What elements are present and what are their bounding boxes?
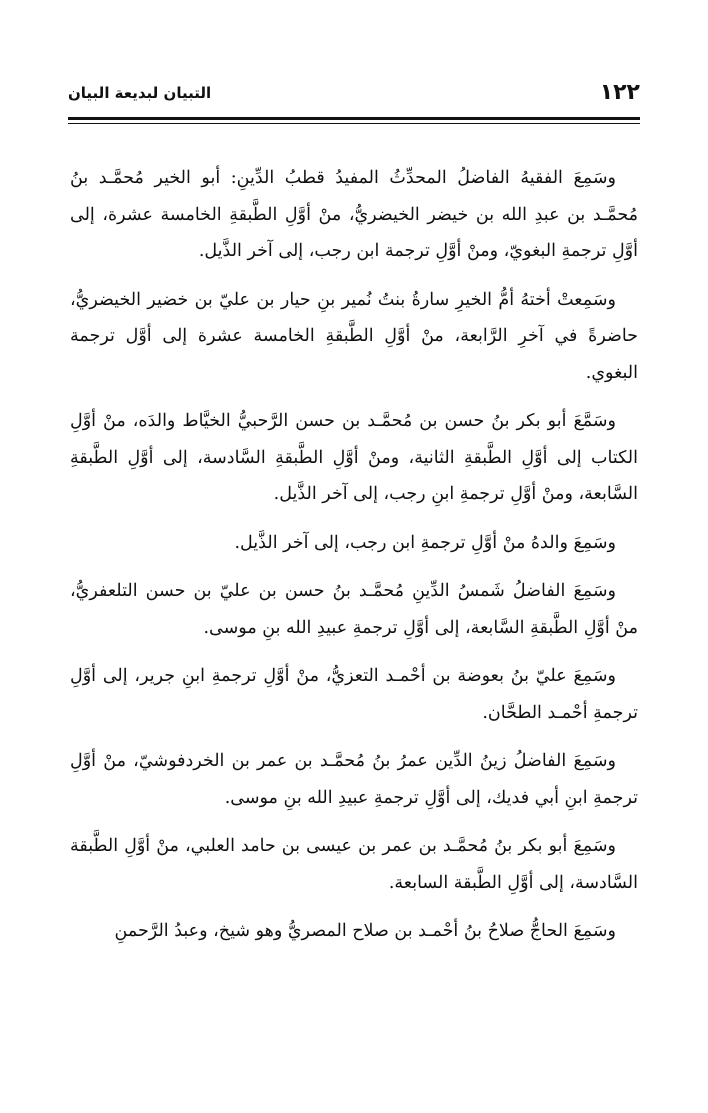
paragraph: وسَمِعَ الحاجُّ صلاحُ بنُ أحْمـد بن صلاح المصريُّ وهو شيخ، وعبدُ الرَّحمنِ xyxy=(114,921,616,941)
header-rule-thick xyxy=(68,117,640,120)
paragraph: وسَمَّعَ أبو بكر بنُ حسن بن مُحمَّـد بن حسن الرَّحبيُّ الخيَّاط والدَه، منْ أوَّلِ الكتاب إلى أوَّلِ الطَّبقةِ الثانية، ومنْ أوَّلِ الطَّبقةِ السَّادسة، إلى أوَّلِ الطَّبقةِ السَّابعة، ومنْ أوَّلِ ترجمةِ ابنِ رجب، إلى آخر الذَّيل. xyxy=(70,411,638,504)
page-number: ١٢٢ xyxy=(599,80,640,105)
paragraph: وسَمِعَ الفاضلُ شَمسُ الدِّينِ مُحمَّـد بنُ حسن بن عليّ بن حسن التلعفريُّ، منْ أوَّلِ الطَّبقةِ السَّابعة، إلى أوَّلِ ترجمةِ عبيدِ الله بنِ موسى. xyxy=(70,581,638,638)
running-title: التبيان لبديعة البيان xyxy=(68,84,212,102)
paragraph: وسَمِعَ الفاضلُ زينُ الدِّين عمرُ بنُ مُحمَّـد بن عمر بن الخردفوشيّ، منْ أوَّلِ ترجمةِ ابنِ أبي فديك، إلى أوَّلِ ترجمةِ عبيدِ الله بنِ موسى. xyxy=(70,751,638,808)
paragraph: وسَمِعَ أبو بكر بنُ مُحمَّـد بن عمر بن عيسى بن حامد العلبي، منْ أوَّلِ الطَّبقة السَّادسة، إلى أوَّلِ الطَّبقة السابعة. xyxy=(70,836,638,893)
page-header xyxy=(68,76,640,116)
paragraph: وسَمِعَ الفقيهُ الفاضلُ المحدِّثُ المفيدُ قطبُ الدِّينِ: أبو الخير مُحمَّـد بنُ مُحمَّـد بن عبدِ الله بن خيضر الخيضريُّ، منْ أوَّلِ الطَّبقةِ الخامسة عشرة، إلى أوَّلِ ترجمةِ البغويّ، ومنْ أوَّلِ ترجمة ابن رجب، إلى آخر الذَّيل. xyxy=(70,168,638,261)
paragraph: وسَمِعَ عليّ بنُ بعوضة بن أحْمـد التعزيُّ، منْ أوَّلِ ترجمةِ ابنِ جرير، إلى أوَّلِ ترجمةِ أحْمـد الطحَّان. xyxy=(70,666,638,723)
header-rule-thin xyxy=(68,123,640,124)
paragraph: وسَمِعتْ أختهُ أمُّ الخيرِ سارةُ بنتُ نُمير بنِ حيار بن عليّ بن خضير الخيضريُّ، حاضرةً في آخرِ الرَّابعة، منْ أوَّلِ الطَّبقةِ الخامسة عشرة إلى أوَّل ترجمة البغوي. xyxy=(70,289,638,383)
paragraph: وسَمِعَ والدهُ منْ أوَّلِ ترجمةِ ابن رجب، إلى آخر الذَّيل. xyxy=(234,532,616,553)
body-text xyxy=(70,160,638,962)
